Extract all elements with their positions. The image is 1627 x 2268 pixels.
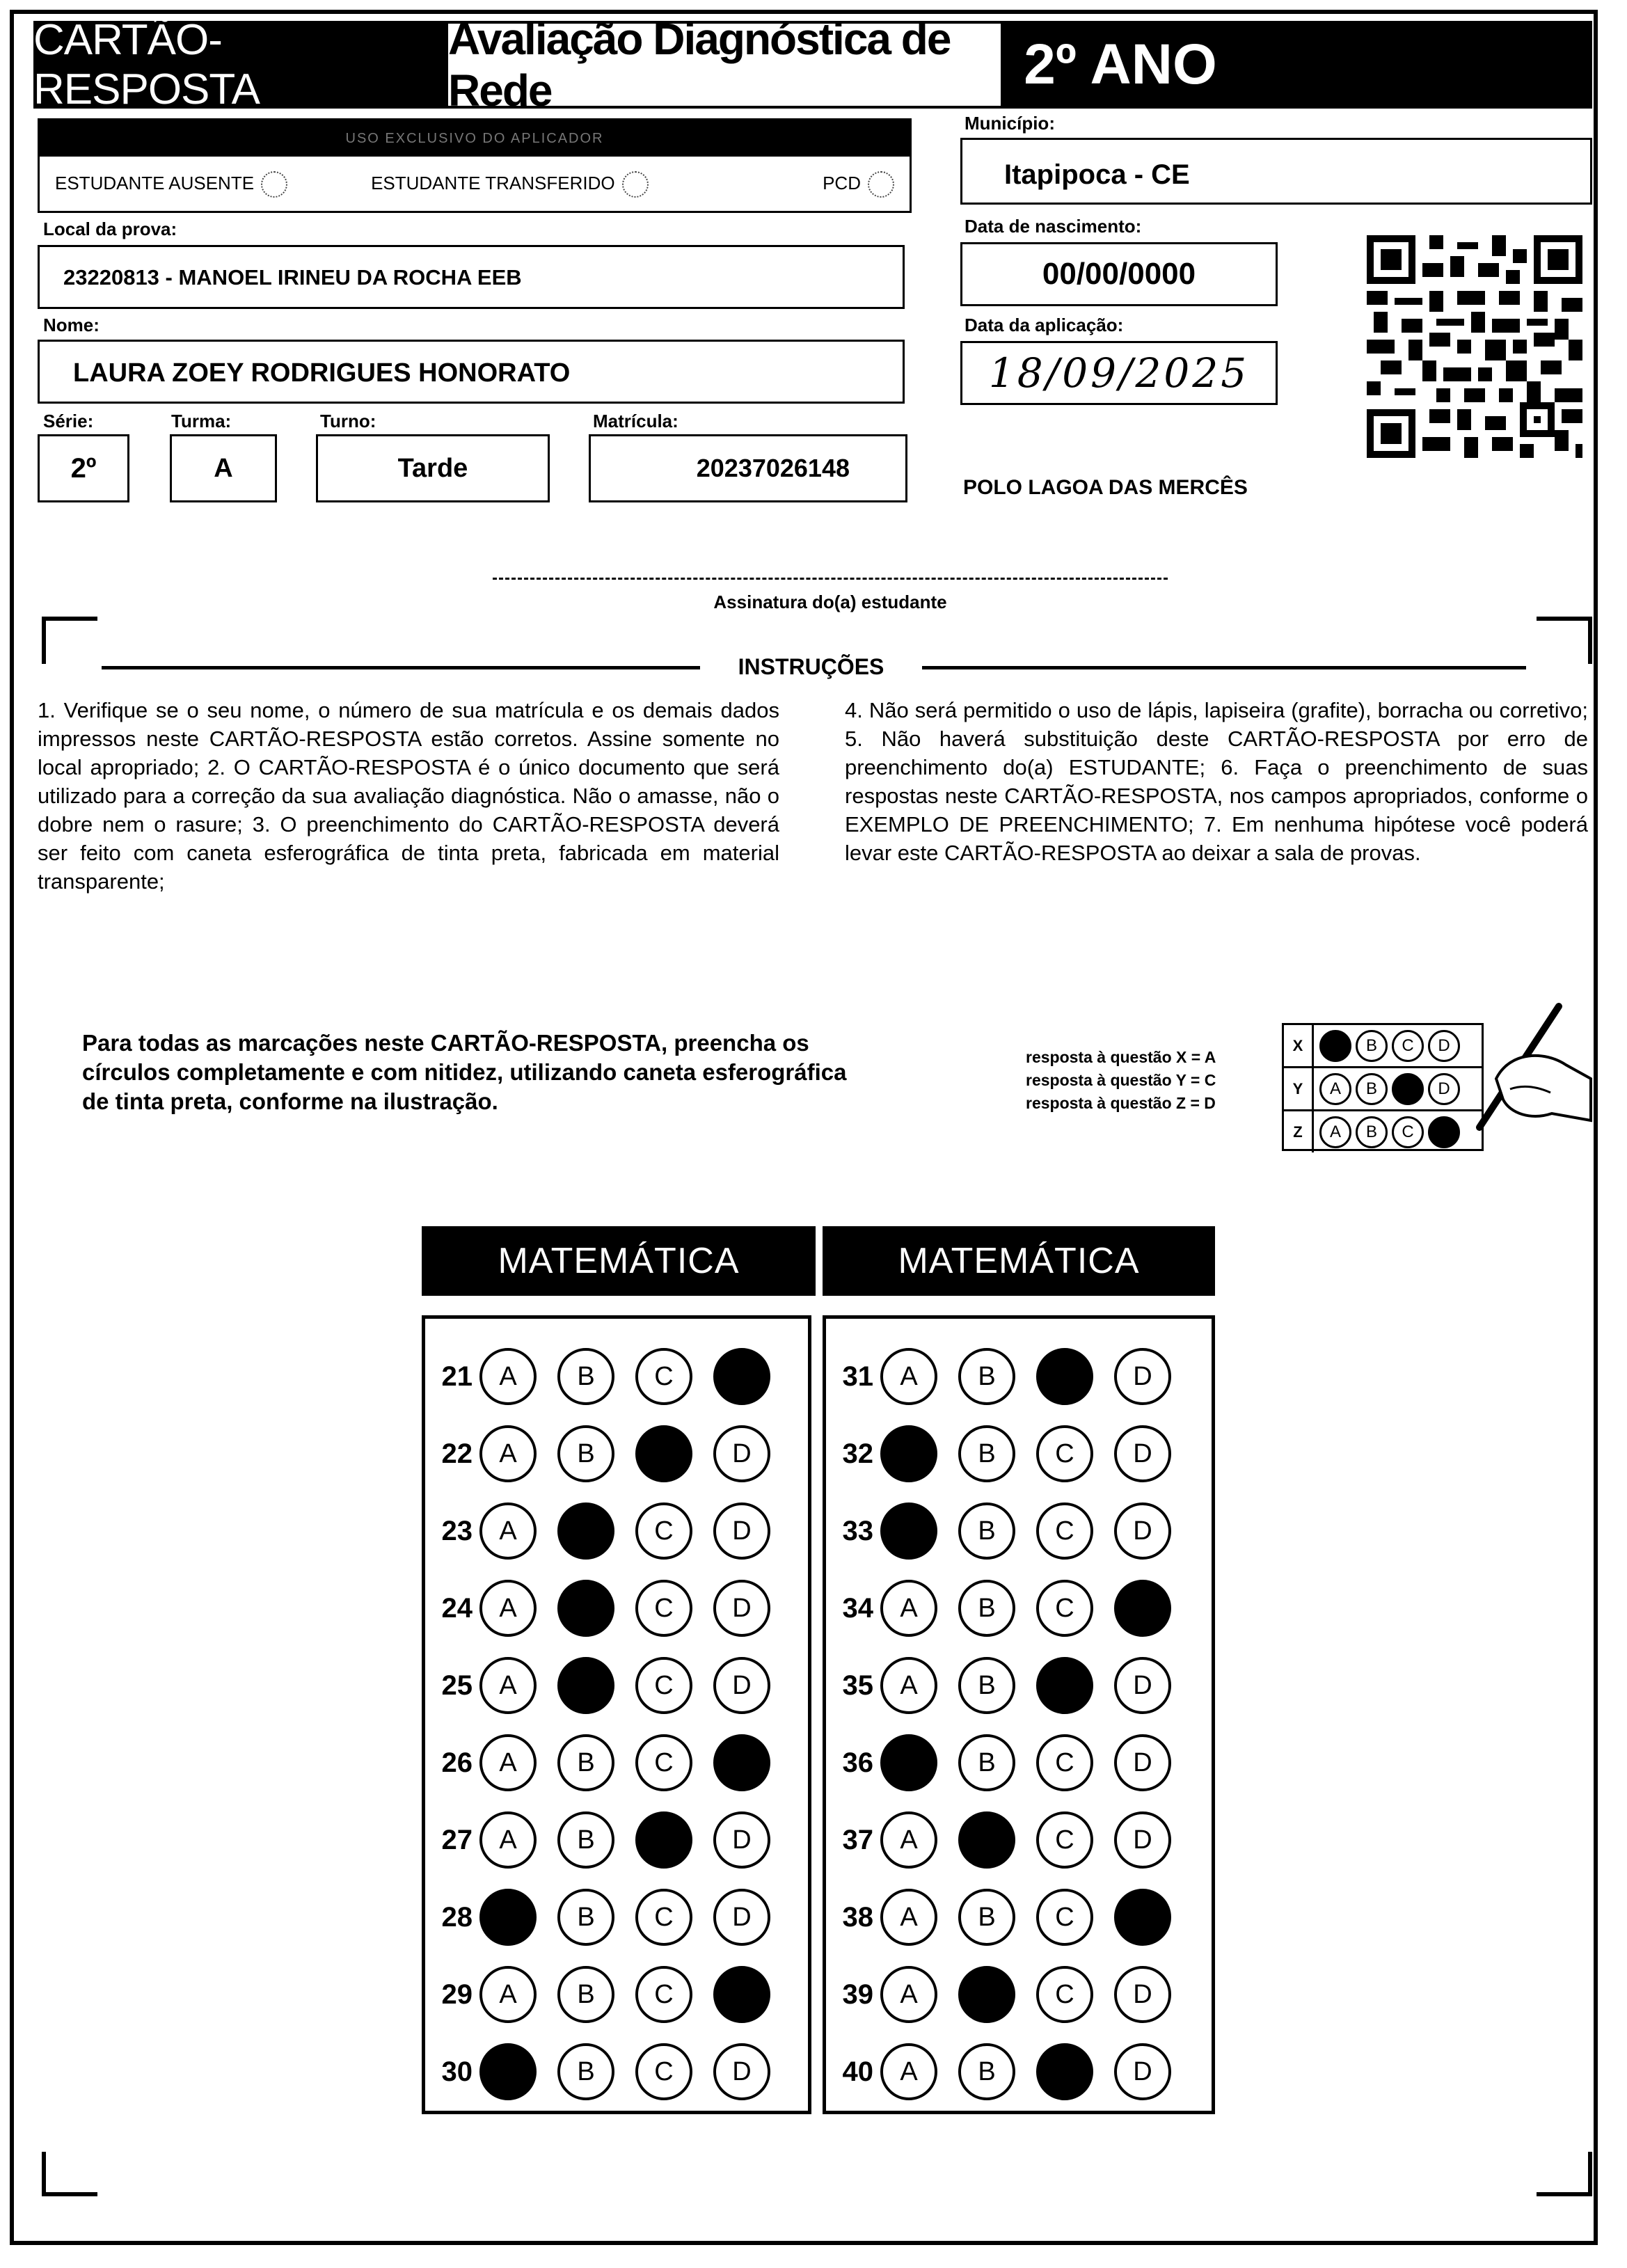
answer-bubble-c[interactable]: C [1036,1966,1093,2023]
example-bubble: C [1392,1116,1424,1148]
instructions-title: INSTRUÇÕES [738,654,884,679]
polo-label: POLO LAGOA DAS MERCÊS [963,476,1248,499]
answer-bubble-a[interactable]: A [880,1348,937,1405]
answer-row [832,1502,1192,1560]
answer-row [431,1966,791,2023]
example-bubble: C [1392,1030,1424,1062]
answer-bubble-d[interactable]: D [1114,1734,1171,1791]
answer-bubble-a[interactable]: A [479,1657,537,1714]
answer-row [431,2043,791,2100]
answer-bubble-b[interactable]: B [557,1734,614,1791]
answer-bubble-b[interactable]: B [958,1580,1015,1637]
turma-field: A [170,434,277,502]
answer-bubble-c[interactable]: C [1036,1425,1093,1482]
answer-bubble-b[interactable] [958,1811,1015,1869]
example-bubble: A [1319,1073,1351,1105]
answer-bubble-a[interactable]: A [880,1966,937,2023]
corner-top-right [1537,617,1592,664]
answer-bubble-c[interactable]: C [635,1889,692,1946]
answer-row [832,2043,1192,2100]
answer-bubble-a[interactable]: A [479,1580,537,1637]
instructions-rule-right [922,666,1526,669]
question-number: 27 [441,1824,473,1855]
answer-bubble-c[interactable]: C [1036,1889,1093,1946]
example-legend-x: resposta à questão X = A [1026,1048,1216,1066]
answer-bubble-b[interactable] [557,1580,614,1637]
serie-field: 2º [38,434,129,502]
answer-row [431,1889,791,1946]
answer-bubble-a[interactable] [479,2043,537,2100]
answer-bubble-c[interactable]: C [635,1734,692,1791]
example-row-label: X [1284,1025,1314,1066]
answer-bubble-c[interactable] [1036,1348,1093,1405]
answer-bubble-d[interactable]: D [713,1657,770,1714]
pcd-option[interactable] [823,171,894,198]
answer-bubble-c[interactable]: C [635,2043,692,2100]
answer-grid-2 [823,1315,1215,2114]
turno-field: Tarde [316,434,550,502]
answer-bubble-d[interactable] [713,1348,770,1405]
absent-label: ESTUDANTE AUSENTE [55,172,255,193]
answer-bubble-d[interactable]: D [1114,1966,1171,2023]
name-field: LAURA ZOEY RODRIGUES HONORATO [38,340,905,404]
answer-bubble-d[interactable] [713,1734,770,1791]
answer-bubble-a[interactable]: A [479,1734,537,1791]
answer-bubble-a[interactable]: A [479,1966,537,2023]
answer-bubble-d[interactable]: D [713,1425,770,1482]
example-bubble: B [1356,1073,1388,1105]
question-number: 25 [441,1670,473,1701]
answer-bubble-b[interactable]: B [557,2043,614,2100]
answer-row [832,1580,1192,1637]
signature-line[interactable] [493,578,1168,580]
answer-bubble-a[interactable]: A [880,2043,937,2100]
corner-bottom-right [1537,2152,1592,2196]
example-row-label: Z [1284,1111,1314,1152]
answer-bubble-c[interactable] [635,1425,692,1482]
example-bubble [1319,1030,1351,1062]
answer-bubble-d[interactable]: D [1114,1811,1171,1869]
example-legend [1026,1046,1262,1115]
answer-row [431,1580,791,1637]
answer-row [431,1811,791,1869]
answer-row [431,1734,791,1791]
matricula-label: Matrícula: [593,411,678,431]
answer-bubble-a[interactable]: A [479,1811,537,1869]
answer-row [431,1348,791,1405]
answer-bubble-c[interactable]: C [635,1657,692,1714]
answer-row [431,1425,791,1482]
question-number: 39 [842,1978,873,2010]
example-bubble: D [1428,1073,1460,1105]
grade-banner: 2º ANO [1024,33,1217,96]
answer-row [431,1502,791,1560]
answer-row [832,1889,1192,1946]
answer-bubble-c[interactable]: C [1036,1580,1093,1637]
question-number: 30 [441,2056,473,2087]
answer-bubble-d[interactable] [1114,1889,1171,1946]
exam-title: Avaliação Diagnóstica de Rede [445,21,1003,109]
answer-row [832,1657,1192,1714]
answer-bubble-d[interactable]: D [1114,2043,1171,2100]
answer-bubble-b[interactable]: B [958,1348,1015,1405]
pcd-bubble[interactable] [868,171,894,198]
nascimento-label: Data de nascimento: [965,216,1142,237]
answer-bubble-d[interactable] [1114,1580,1171,1637]
answer-bubble-a[interactable] [479,1889,537,1946]
question-number: 40 [842,2056,873,2087]
answer-bubble-b[interactable]: B [958,2043,1015,2100]
question-number: 22 [441,1438,473,1469]
answer-bubble-c[interactable] [635,1811,692,1869]
question-number: 38 [842,1901,873,1933]
answer-bubble-d[interactable]: D [713,1889,770,1946]
aplicacao-label: Data da aplicação: [965,315,1124,335]
answer-bubble-a[interactable]: A [880,1580,937,1637]
answer-bubble-b[interactable]: B [958,1657,1015,1714]
answer-bubble-b[interactable]: B [557,1348,614,1405]
example-bubble [1428,1116,1460,1148]
answer-bubble-d[interactable]: D [713,2043,770,2100]
name-label: Nome: [43,315,100,335]
transferred-option[interactable] [371,171,649,198]
answer-bubble-b[interactable]: B [958,1502,1015,1560]
serie-label: Série: [43,411,94,431]
pcd-label: PCD [823,172,861,193]
answer-bubble-c[interactable]: C [635,1502,692,1560]
answer-row [832,1348,1192,1405]
example-instructions: Para todas as marcações neste CARTÃO-RESPOSTA, preencha os círculos completamente e com nitidez, utilizando caneta esferográfica de tinta preta, conforme na ilustração. [82,1030,847,1114]
corner-top-left [42,617,97,664]
question-number: 26 [441,1747,473,1778]
example-bubble: B [1356,1030,1388,1062]
answer-bubble-a[interactable]: A [479,1502,537,1560]
answer-bubble-d[interactable] [713,1966,770,2023]
applicator-box [38,118,912,213]
pen-hand-icon [1468,1002,1594,1141]
answer-bubble-c[interactable]: C [635,1580,692,1637]
example-bubble: A [1319,1116,1351,1148]
answer-bubble-c[interactable]: C [1036,1811,1093,1869]
question-number: 24 [441,1592,473,1624]
answer-row [832,1425,1192,1482]
example-row [1284,1066,1482,1109]
card-title: CARTÃO-RESPOSTA [33,16,260,113]
section-title-2: MATEMÁTICA [823,1226,1215,1296]
question-number: 31 [842,1361,873,1392]
answer-bubble-d[interactable]: D [1114,1657,1171,1714]
answer-bubble-b[interactable]: B [557,1966,614,2023]
answer-row [832,1811,1192,1869]
answer-bubble-a[interactable]: A [479,1425,537,1482]
question-number: 21 [441,1361,473,1392]
answer-bubble-c[interactable]: C [635,1966,692,2023]
question-number: 37 [842,1824,873,1855]
instructions-left: 1. Verifique se o seu nome, o número de sua matrícula e os demais dados impressos neste CARTÃO-RESPOSTA estão corretos. Assine somente no local apropriado; 2. O CARTÃO-RESPOSTA é o único documento que será utilizado para a correção da sua avaliação diagnóstica. Não o amasse, não o dobre nem o rasure; 3. O preenchimento do CARTÃO-RESPOSTA deverá ser feito com caneta esferográfica de tinta preta, fabricada em material transparente; [38,698,779,894]
absent-bubble[interactable] [261,171,287,198]
transferred-bubble[interactable] [622,171,649,198]
answer-bubble-c[interactable]: C [1036,1502,1093,1560]
corner-bottom-left [42,2152,97,2196]
answer-bubble-b[interactable]: B [557,1811,614,1869]
answer-bubble-c[interactable]: C [1036,1734,1093,1791]
example-bubble: B [1356,1116,1388,1148]
question-number: 33 [842,1515,873,1546]
question-number: 35 [842,1670,873,1701]
answer-bubble-a[interactable]: A [880,1811,937,1869]
turno-label: Turno: [320,411,376,431]
answer-bubble-b[interactable] [557,1657,614,1714]
answer-bubble-d[interactable]: D [713,1811,770,1869]
turma-label: Turma: [171,411,232,431]
answer-bubble-d[interactable]: D [713,1580,770,1637]
answer-bubble-b[interactable] [557,1502,614,1560]
answer-bubble-d[interactable]: D [1114,1348,1171,1405]
answer-bubble-a[interactable] [880,1734,937,1791]
matricula-field: 20237026148 [589,434,907,502]
example-legend-z: resposta à questão Z = D [1026,1094,1216,1112]
instructions-right: 4. Não será permitido o uso de lápis, lapiseira (grafite), borracha ou corretivo; 5. Não haverá substituição deste CARTÃO-RESPOSTA por erro de preenchimento do(a) ESTUDANTE; 6. Faça o preenchimento de suas respostas neste CARTÃO-RESPOSTA, nos campos apropriados, conforme o EXEMPLO DE PREENCHIMENTO; 7. Em nenhuma hipótese você poderá levar este CARTÃO-RESPOSTA ao deixar a sala de provas. [845,698,1588,865]
answer-row [431,1657,791,1714]
answer-bubble-c[interactable] [1036,2043,1093,2100]
question-number: 23 [441,1515,473,1546]
nascimento-field: 00/00/0000 [960,242,1278,306]
local-field: 23220813 - MANOEL IRINEU DA ROCHA EEB [38,245,905,309]
example-bubble [1392,1073,1424,1105]
answer-bubble-a[interactable]: A [880,1657,937,1714]
question-number: 36 [842,1747,873,1778]
answer-bubble-a[interactable] [880,1425,937,1482]
answer-bubble-c[interactable] [1036,1657,1093,1714]
answer-bubble-d[interactable]: D [713,1502,770,1560]
answer-bubble-a[interactable]: A [880,1889,937,1946]
question-number: 34 [842,1592,873,1624]
question-number: 28 [441,1901,473,1933]
answer-grid-1 [422,1315,811,2114]
answer-bubble-d[interactable]: D [1114,1425,1171,1482]
transferred-label: ESTUDANTE TRANSFERIDO [371,172,615,193]
example-row [1284,1025,1482,1066]
section-title-1: MATEMÁTICA [422,1226,816,1296]
answer-bubble-a[interactable] [880,1502,937,1560]
answer-bubble-b[interactable]: B [557,1425,614,1482]
answer-bubble-b[interactable]: B [557,1889,614,1946]
example-row-label: Y [1284,1068,1314,1109]
applicator-title: USO EXCLUSIVO DO APLICADOR [40,120,910,157]
answer-row [832,1734,1192,1791]
municipio-label: Município: [965,113,1055,134]
local-label: Local da prova: [43,219,177,239]
answer-bubble-b[interactable]: B [958,1889,1015,1946]
answer-bubble-b[interactable] [958,1966,1015,2023]
example-table [1282,1023,1484,1151]
answer-bubble-b[interactable]: B [958,1734,1015,1791]
answer-bubble-d[interactable]: D [1114,1502,1171,1560]
answer-row [832,1966,1192,2023]
instructions-rule-left [102,666,700,669]
qr-code [1367,235,1582,458]
municipio-field: Itapipoca - CE [960,138,1592,205]
question-number: 29 [441,1978,473,2010]
example-row [1284,1109,1482,1152]
answer-bubble-b[interactable]: B [958,1425,1015,1482]
example-legend-y: resposta à questão Y = C [1026,1071,1216,1089]
example-bubble: D [1428,1030,1460,1062]
answer-bubble-c[interactable]: C [635,1348,692,1405]
aplicacao-field[interactable]: 18/09/2025 [960,341,1278,405]
absent-option[interactable] [55,171,287,198]
answer-bubble-a[interactable]: A [479,1348,537,1405]
question-number: 32 [842,1438,873,1469]
signature-label: Assinatura do(a) estudante [713,592,947,612]
